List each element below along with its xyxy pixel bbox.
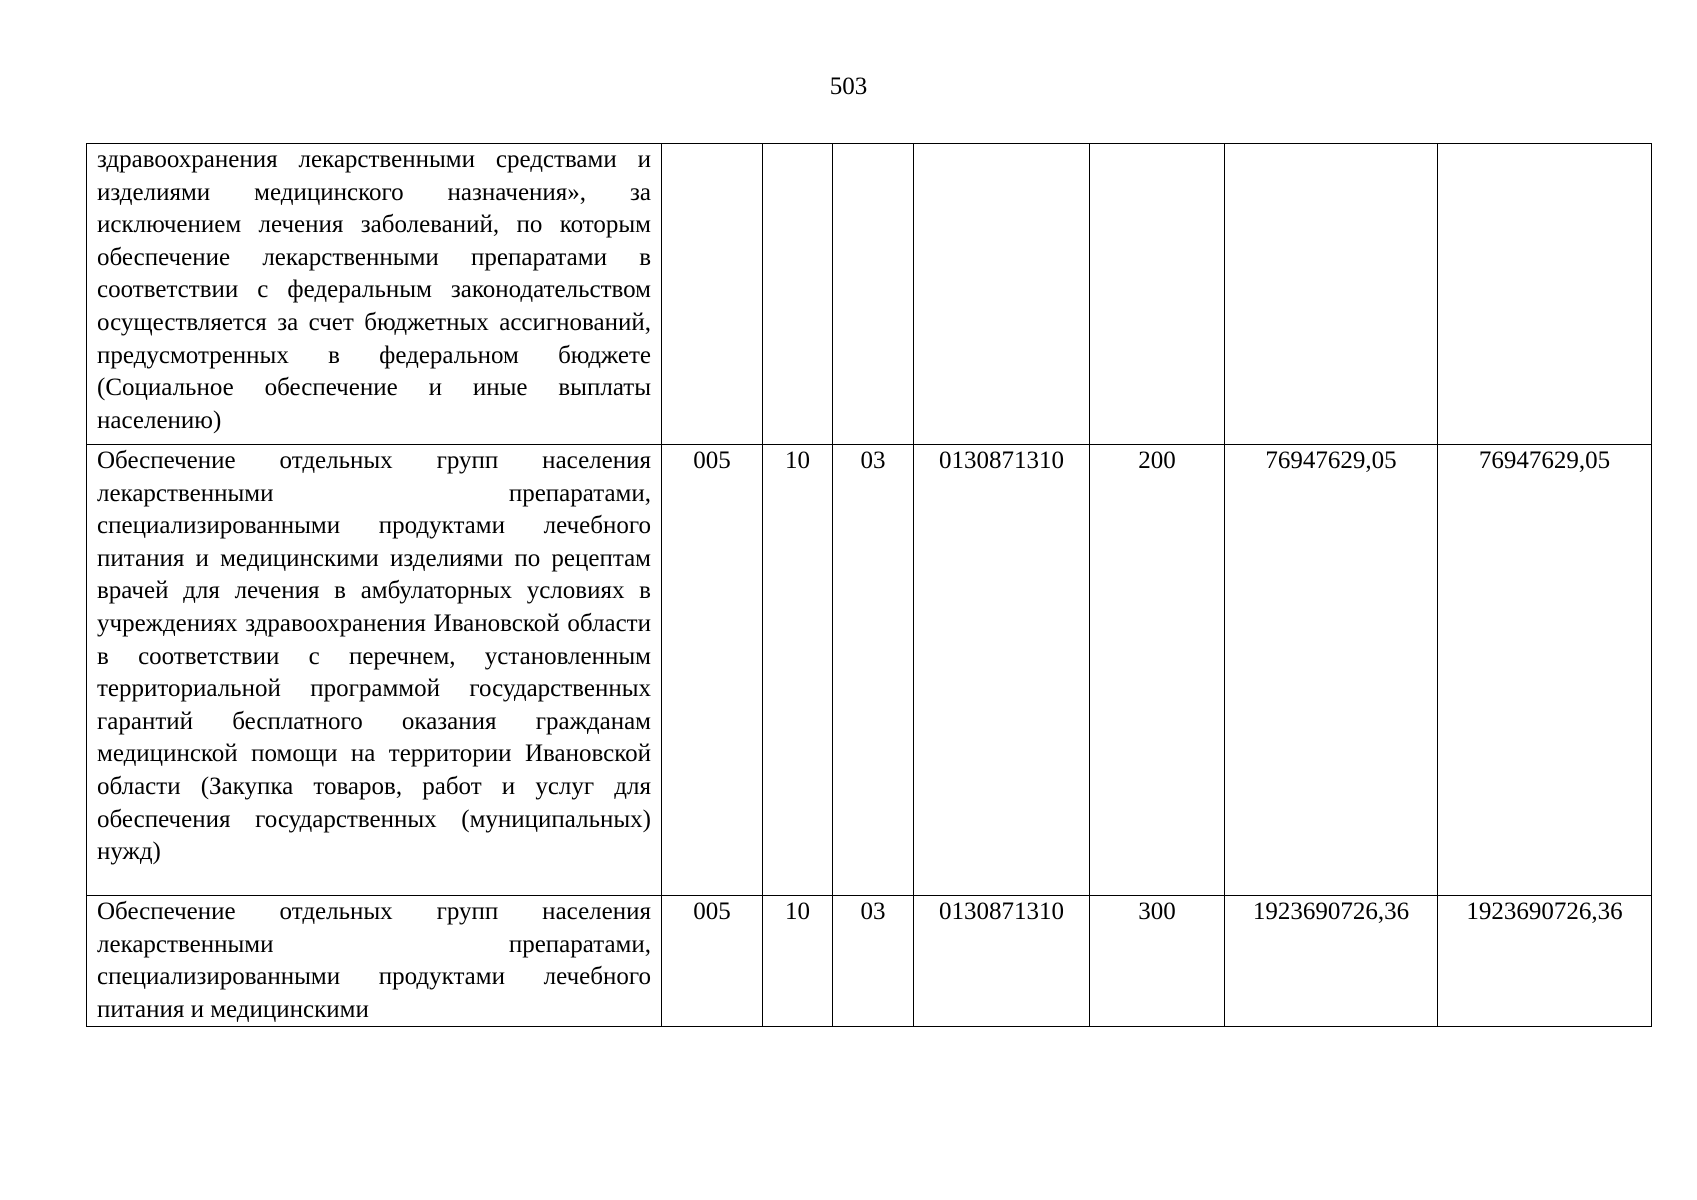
row-target-article-code: 0130871310 — [914, 445, 1090, 896]
row-amount-1 — [1225, 144, 1438, 445]
row-subsection-code: 03 — [833, 445, 914, 896]
row-description: Обеспечение отдельных групп населения лекарственными препаратами, специализированными продуктами лечебного питания и медицинскими — [87, 896, 662, 1027]
row-target-article-code: 0130871310 — [914, 896, 1090, 1027]
row-expense-type-code: 200 — [1090, 445, 1225, 896]
row-ved-code: 005 — [662, 445, 763, 896]
row-expense-type-code: 300 — [1090, 896, 1225, 1027]
row-section-code: 10 — [763, 896, 833, 1027]
row-amount-2: 76947629,05 — [1438, 445, 1652, 896]
row-section-code — [763, 144, 833, 445]
row-amount-1: 76947629,05 — [1225, 445, 1438, 896]
row-amount-1: 1923690726,36 — [1225, 896, 1438, 1027]
table-row — [87, 896, 1652, 1027]
table-row — [87, 144, 1652, 445]
table-row — [87, 445, 1652, 896]
page-number: 503 — [829, 73, 868, 100]
row-subsection-code: 03 — [833, 896, 914, 1027]
row-description: здравоохранения лекарственными средствами и изделиями медицинского назначения», за исключением лечения заболеваний, по которым обеспечение лекарственными препаратами в соответствии с федеральным законодательством осуществляется за счет бюджетных ассигнований, предусмотренных в федеральном бюджете (Социальное обеспечение и иные выплаты населению) — [87, 144, 662, 445]
budget-table — [86, 143, 1652, 1027]
row-ved-code: 005 — [662, 896, 763, 1027]
row-amount-2 — [1438, 144, 1652, 445]
row-ved-code — [662, 144, 763, 445]
row-amount-2: 1923690726,36 — [1438, 896, 1652, 1027]
row-subsection-code — [833, 144, 914, 445]
row-section-code: 10 — [763, 445, 833, 896]
row-expense-type-code — [1090, 144, 1225, 445]
row-target-article-code — [914, 144, 1090, 445]
row-description: Обеспечение отдельных групп населения лекарственными препаратами, специализированными продуктами лечебного питания и медицинскими изделиями по рецептам врачей для лечения в амбулаторных условиях в учреждениях здравоохранения Ивановской области в соответствии с перечнем, установленным территориальной программой государственных гарантий бесплатного оказания гражданам медицинской помощи на территории Ивановской области (Закупка товаров, работ и услуг для обеспечения государственных (муниципальных) нужд) — [87, 445, 662, 896]
